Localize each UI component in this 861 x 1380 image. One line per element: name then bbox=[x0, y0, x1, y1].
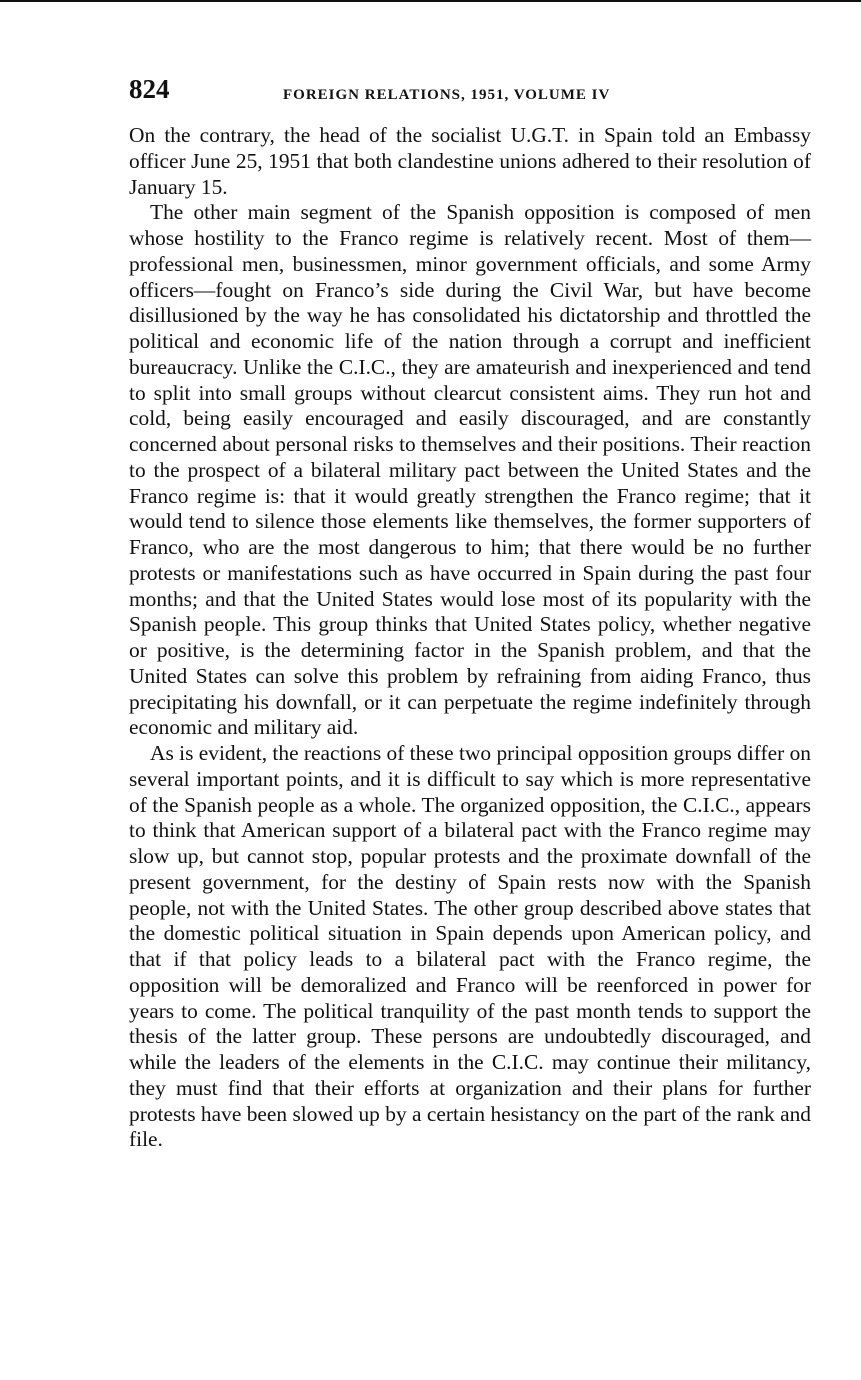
running-head bbox=[129, 76, 811, 112]
running-title: FOREIGN RELATIONS, 1951, VOLUME IV bbox=[283, 87, 611, 103]
paragraph-continuation: On the contrary, the head of the socialist U.G.T. in Spain told an Embassy officer June 25, 1951 that both clandestine unions adhered to their resolution of January 15. bbox=[129, 123, 811, 199]
body-text bbox=[129, 123, 811, 1153]
paragraph-opposition-segment: The other main segment of the Spanish opposition is composed of men whose hostility to the Franco regime is relatively recent. Most of them—professional men, businessmen, minor government officials, and some Army officers—fought on Franco’s side during the Civil War, but have become disillusioned by the way he has consolidated his dictatorship and throttled the political and economic life of the nation through a corrupt and inefficient bureaucracy. Unlike the C.I.C., they are amateurish and inexperienced and tend to split into small groups without clearcut consistent aims. They run hot and cold, being easily encouraged and easily discouraged, and are constantly concerned about personal risks to themselves and their positions. Their reaction to the prospect of a bilateral military pact between the United States and the Franco regime is: that it would greatly strengthen the Franco regime; that it would tend to silence those elements like themselves, the former supporters of Franco, who are the most dangerous to him; that there would be no further protests or manifestations such as have occurred in Spain during the past four months; and that the United States would lose most of its popularity with the Spanish people. This group thinks that United States policy, whether negative or positive, is the determining factor in the Spanish problem, and that the United States can solve this problem by refraining from aiding Franco, thus precipitating his downfall, or it can perpetuate the regime indefinitely through economic and military aid. bbox=[129, 200, 811, 740]
page-number: 824 bbox=[129, 74, 170, 104]
paragraph-group-reactions: As is evident, the reactions of these two principal opposition groups differ on several important points, and it is difficult to say which is more representative of the Spanish people as a whole. The organized opposition, the C.I.C., appears to think that American support of a bilateral pact with the Franco regime may slow up, but cannot stop, popular protests and the proximate downfall of the present government, for the destiny of Spain rests now with the Spanish people, not with the United States. The other group described above states that the domestic political situation in Spain depends upon American policy, and that if that policy leads to a bilateral pact with the Franco regime, the opposition will be demoralized and Franco will be reenforced in power for years to come. The political tranquility of the past month tends to support the thesis of the latter group. These persons are undoubtedly discouraged, and while the leaders of the elements in the C.I.C. may continue their militancy, they must find that their efforts at organization and their plans for further protests have been slowed up by a certain hesistancy on the part of the rank and file. bbox=[129, 741, 811, 1152]
